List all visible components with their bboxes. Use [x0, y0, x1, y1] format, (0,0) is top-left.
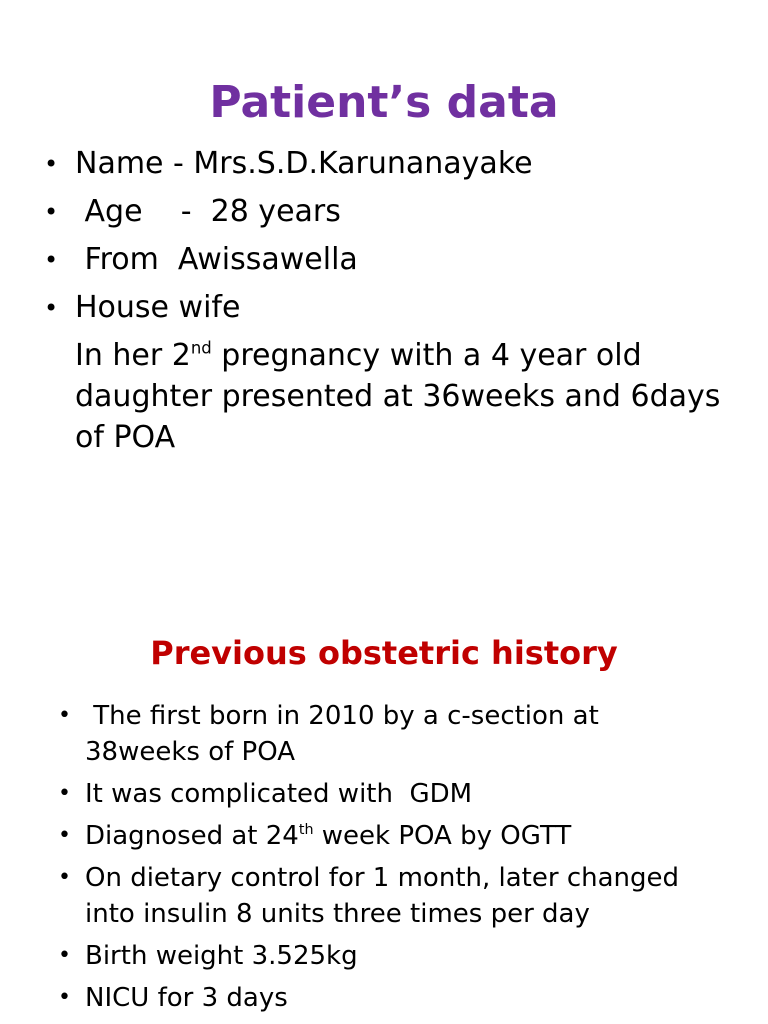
bullet-icon: •: [58, 943, 71, 968]
bullet-icon: •: [58, 985, 71, 1010]
list-item: • Age - 28 years: [44, 188, 744, 236]
slide-obstetric-history: [0, 560, 768, 1024]
slide-title: Previous obstetric history: [150, 633, 618, 672]
bullet-icon: •: [58, 781, 71, 806]
bullet-icon: •: [44, 198, 59, 226]
bullet-icon: •: [44, 294, 59, 322]
list-item: • On dietary control for 1 month, later changed into insulin 8 units three times per day: [58, 860, 698, 932]
list-item: • Name - Mrs.S.D.Karunanayake: [44, 140, 744, 188]
pregnancy-paragraph: In her 2nd pregnancy with a 4 year old daughter presented at 36weeks and 6days of POA: [75, 338, 721, 455]
list-item: • It was complicated with GDM: [58, 776, 698, 812]
history-bullet-list: [58, 698, 698, 1022]
patient-bullet-list: [44, 140, 744, 458]
list-item: • Diagnosed at 24th week POA by OGTT: [58, 818, 698, 854]
list-item: • The first born in 2010 by a c-section at 38weeks of POA: [58, 698, 698, 770]
bullet-icon: •: [58, 703, 71, 728]
slide-title: Patient’s data: [209, 77, 559, 129]
bullet-icon: •: [58, 823, 71, 848]
list-item: • NICU for 3 days: [58, 980, 698, 1016]
bullet-icon: •: [44, 246, 59, 274]
bullet-icon: •: [58, 865, 71, 890]
list-item: • House wife: [44, 284, 744, 332]
bullet-icon: •: [44, 150, 59, 178]
list-item: • Birth weight 3.525kg: [58, 938, 698, 974]
list-item: • From Awissawella: [44, 236, 744, 284]
